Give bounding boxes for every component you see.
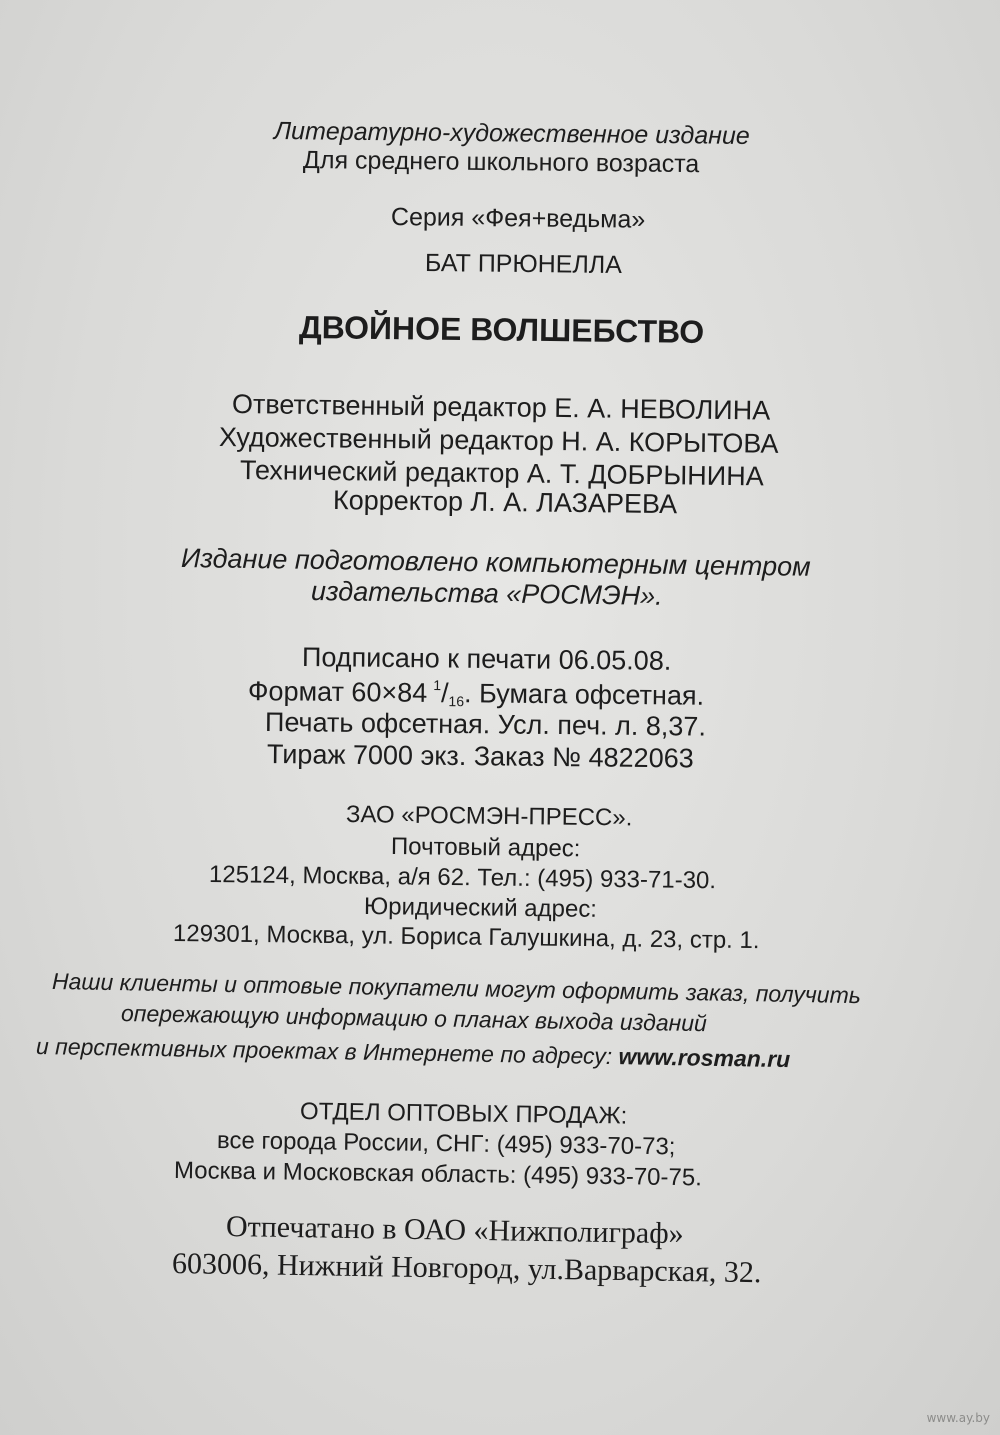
format-line: Формат 60×84 $^1/_{16}$. Бумага офсетная. bbox=[247, 676, 705, 711]
print-line: Печать офсетная. Усл. печ. л. 8,37. bbox=[264, 707, 707, 742]
author-line: БАТ ПРЮНЕЛЛА bbox=[424, 249, 623, 280]
clients-text: и перспективных проектах в Интернете по адресу: bbox=[35, 1033, 619, 1070]
staff-line: Корректор Л. А. ЛАЗАРЕВА bbox=[332, 485, 678, 520]
sales-line: все города России, СНГ: (495) 933-70-73; bbox=[216, 1127, 676, 1161]
printer-address: 603006, Нижний Новгород, ул.Варварская, 32. bbox=[171, 1247, 762, 1290]
staff-line: Технический редактор А. Т. ДОБРЫНИНА bbox=[239, 455, 764, 492]
format-fraction-numerator: 1 bbox=[433, 676, 442, 694]
publisher-line: 125124, Москва, а/я 62. Тел.: (495) 933-71-30. bbox=[208, 861, 717, 895]
prepared-line: Издание подготовлено компьютерным центром bbox=[180, 543, 811, 582]
publisher-line: ЗАО «РОСМЭН-ПРЕСС». bbox=[345, 801, 633, 832]
staff-line: Художественный редактор Н. А. КОРЫТОВА bbox=[218, 422, 779, 459]
printer-line: Отпечатано в ОАО «Нижполиграф» bbox=[225, 1210, 684, 1251]
watermark: www.ay.by bbox=[926, 1411, 990, 1425]
genre-line: Литературно-художественное издание bbox=[273, 117, 750, 150]
clients-line: Наши клиенты и оптовые покупатели могут оформить заказ, получить bbox=[51, 968, 862, 1009]
format-fraction-denominator: 16 bbox=[448, 693, 465, 710]
format-prefix: Формат 60×84 bbox=[247, 676, 428, 708]
format-suffix: . Бумага офсетная. bbox=[463, 678, 705, 711]
staff-line: Ответственный редактор Е. А. НЕВОЛИНА bbox=[231, 389, 771, 426]
sales-heading: ОТДЕЛ ОПТОВЫХ ПРОДАЖ: bbox=[299, 1098, 628, 1130]
prepared-line: издательства «РОСМЭН». bbox=[310, 576, 663, 611]
clients-line: опережающую информацию о планах выхода изданий bbox=[120, 1000, 708, 1037]
signed-line: Подписано к печати 06.05.08. bbox=[301, 642, 672, 676]
run-line: Тираж 7000 экз. Заказ № 4822063 bbox=[266, 739, 694, 774]
website-link[interactable]: www.rosman.ru bbox=[618, 1043, 791, 1073]
publisher-line: Юридический адрес: bbox=[363, 893, 598, 923]
series-line: Серия «Фея+ведьма» bbox=[390, 203, 646, 234]
publisher-line: 129301, Москва, ул. Бориса Галушкина, д. 23, стр. 1. bbox=[172, 920, 760, 955]
book-title: ДВОЙНОЕ ВОЛШЕБСТВО bbox=[298, 309, 705, 350]
clients-line bbox=[36, 1033, 791, 1073]
audience-line: Для среднего школьного возраста bbox=[302, 146, 700, 179]
sales-line: Москва и Московская область: (495) 933-70-75. bbox=[173, 1157, 703, 1192]
publisher-line: Почтовый адрес: bbox=[390, 833, 581, 863]
